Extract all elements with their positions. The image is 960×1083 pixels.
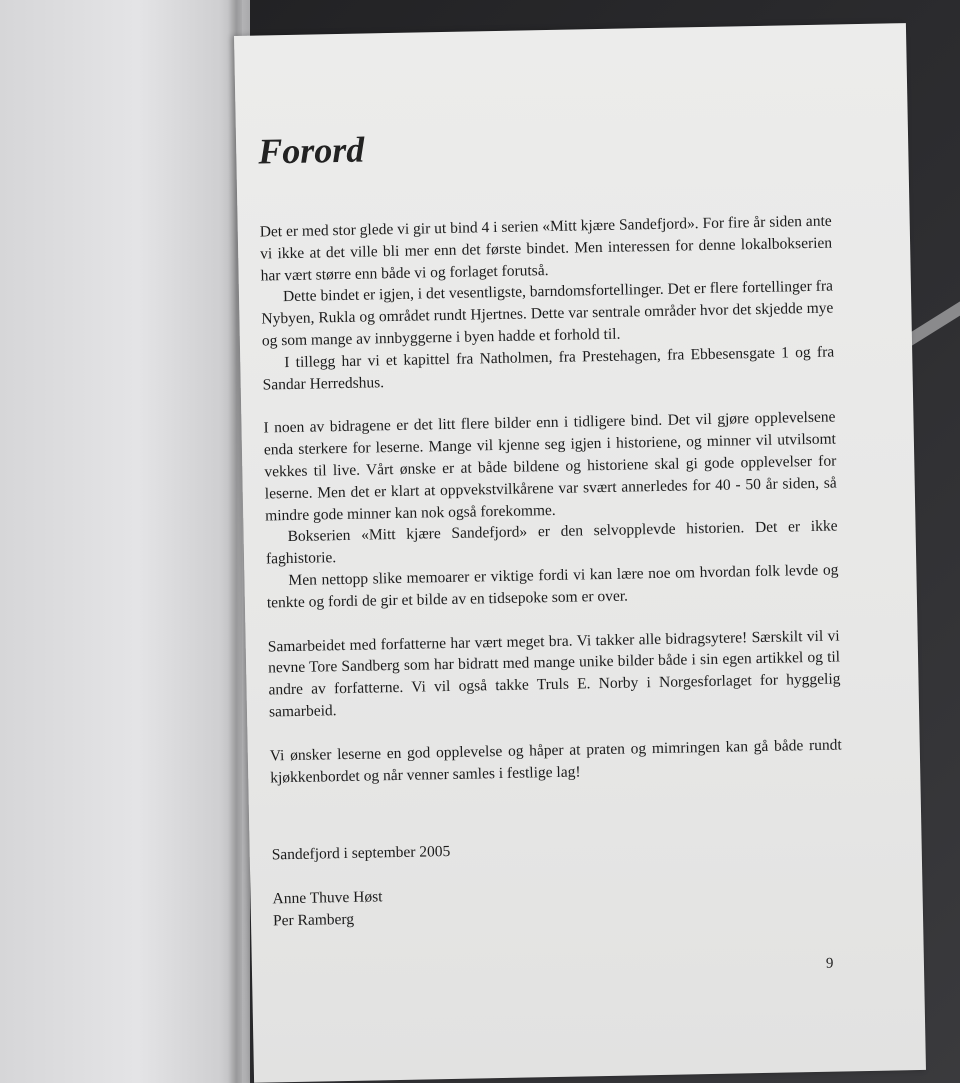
paragraph-chapters: I tillegg har vi et kapittel fra Natholmen, fra Prestehagen, fra Ebbesensgate 1 og fra Sandar Herredshus. <box>262 343 835 394</box>
place-date: Sandefjord i september 2005 <box>271 843 451 864</box>
paragraph-wishes: Vi ønsker leserne en god opplevelse og håper at praten og mimringen kan gå både rundt kjøkkenbordet og når venner samles i festlige lag! <box>269 736 842 786</box>
signer-name: Per Ramberg <box>272 910 355 930</box>
signatures <box>272 878 845 933</box>
signer-name: Anne Thuve Høst <box>272 888 383 908</box>
paragraph-thanks: Samarbeidet med forfatterne har vært meget bra. Vi takker alle bidragsytere! Særskilt vil vi nevne Tore Sandberg som har bidratt med mange unike bilder både i sin egen artikkel og til andre av forfatterne. Vi vil også takke Truls E. Norby i Norgesforlaget for hyggelig samarbeid. <box>267 627 841 721</box>
right-page <box>234 23 926 1083</box>
left-page <box>0 0 250 1083</box>
paragraph-series: Bokserien «Mitt kjære Sandefjord» er den selvopplevde historien. Det er ikke faghistorie. <box>265 517 838 568</box>
paragraph-memoirs: Men nettopp slike memoarer er viktige fordi vi kan lære noe om hvordan folk levde og tenkte og fordi de gir et bilde av en tidsepoke som er over. <box>266 561 839 612</box>
paragraph-intro: Det er med stor glede vi gir ut bind 4 i serien «Mitt kjære Sandefjord». For fire år siden ante vi ikke at det ville bli mer enn det første bindet. Men interessen for denne lokalbokserien har vært større enn både vi og forlaget forutså. <box>259 212 833 285</box>
page-title: Forord <box>257 129 365 172</box>
paragraph-pictures: I noen av bidragene er det litt flere bilder enn i tidligere bind. Det vil gjøre opplevelsene enda sterkere for leserne. Mange vil kjenne seg igjen i historiene, og minner vil utvilsomt vekkes til live. Vårt ønske er at både bildene og historiene skal gi gode opplevelser for leserne. Men det er klart at oppvekstvilkårene var svært annerledes for 40 - 50 år siden, så mindre gode minner kan nok også forekomme. <box>263 408 837 525</box>
paragraph-stories: Dette bindet er igjen, i det vesentligste, barndomsfortellinger. Det er flere fortellinger fra Nybyen, Rukla og området rundt Hjertnes. Dette var sentrale områder hvor det skjedde mye og som mange av innbyggerne i byen hadde et forhold til. <box>261 277 834 350</box>
page-number: 9 <box>825 955 834 972</box>
page-content <box>258 121 845 933</box>
